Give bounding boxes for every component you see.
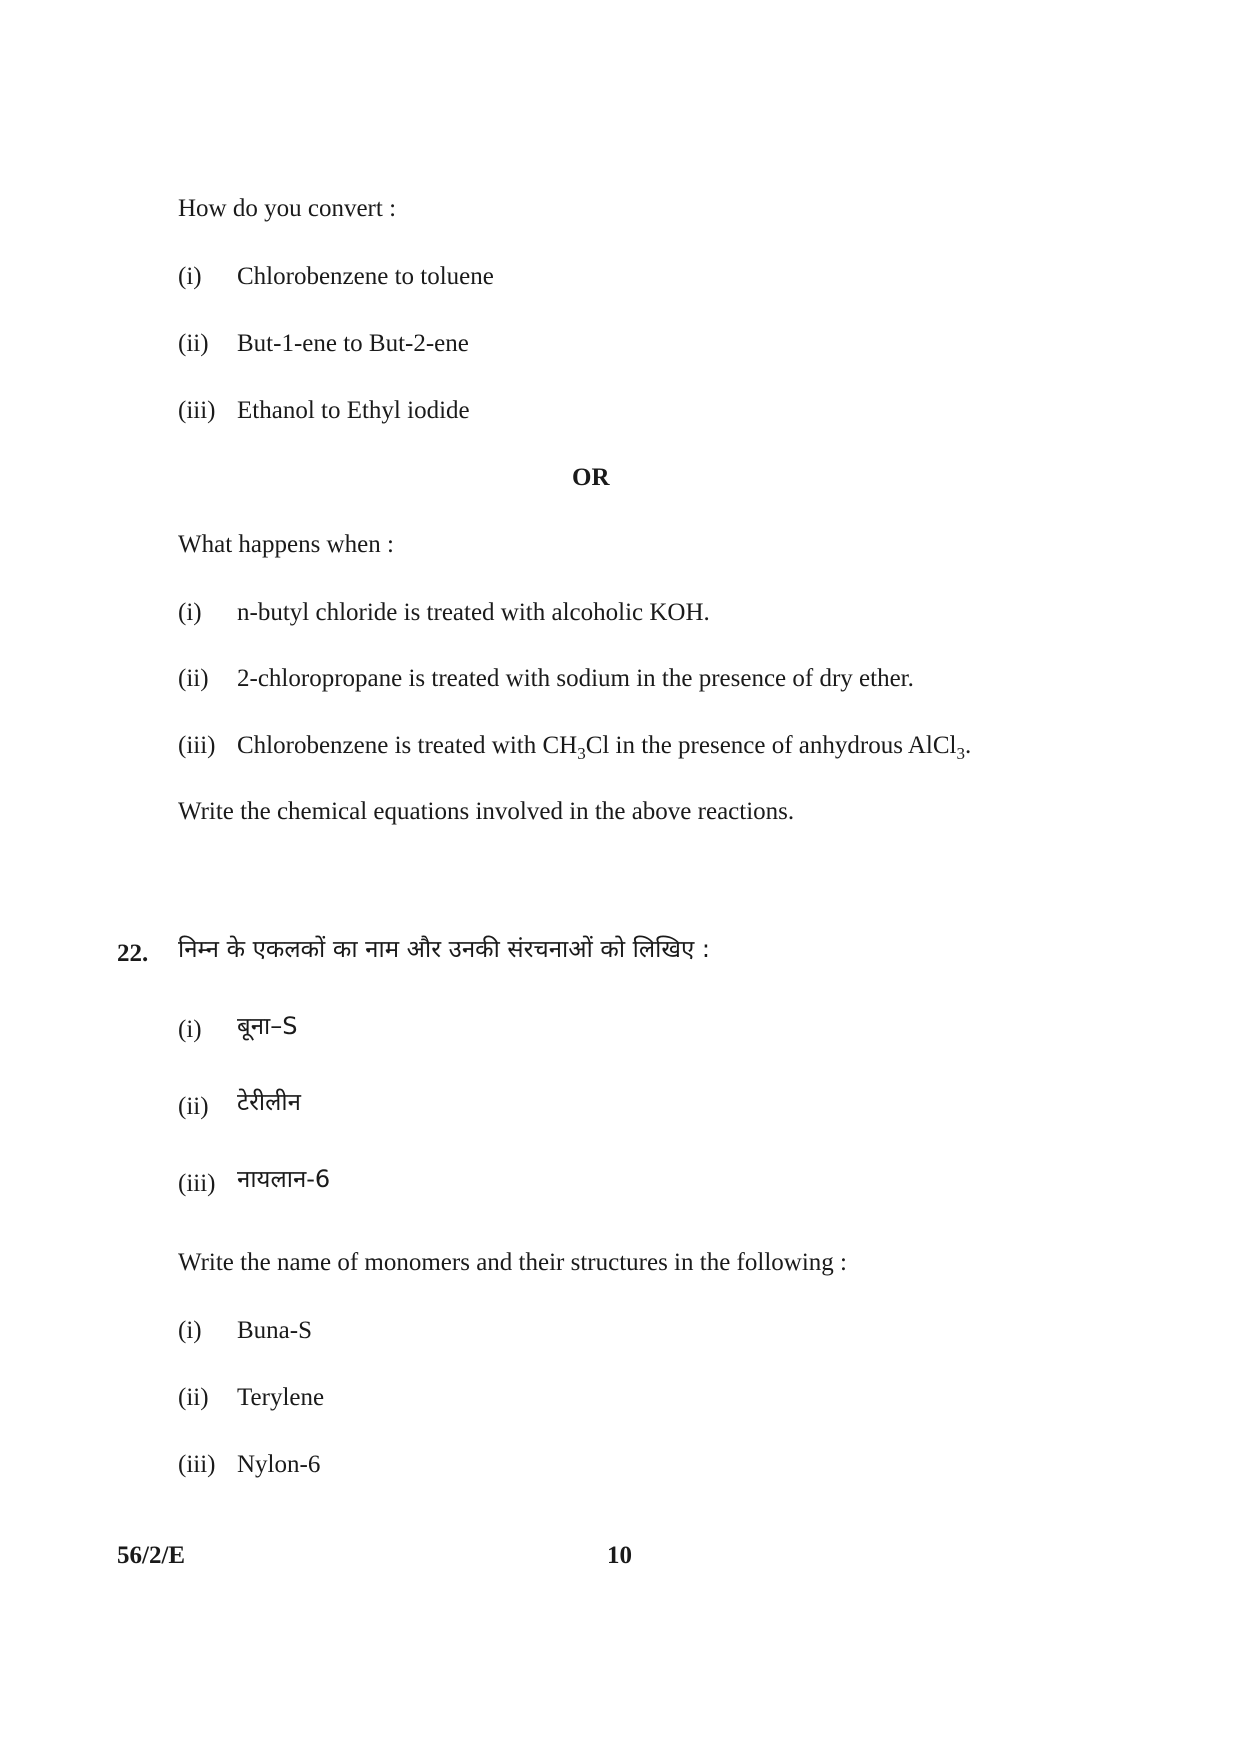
reaction-item-1-text: n-butyl chloride is treated with alcoholic KOH. bbox=[237, 599, 710, 626]
reaction-item-3-number: (iii) bbox=[178, 732, 216, 759]
what-happens-intro: What happens when : bbox=[178, 531, 394, 558]
reaction-item-2-number: (ii) bbox=[178, 665, 209, 692]
hindi-item-1-number: (i) bbox=[178, 1016, 202, 1043]
question-22-english-prompt: Write the name of monomers and their structures in the following : bbox=[178, 1249, 847, 1276]
convert-item-3-number: (iii) bbox=[178, 397, 216, 424]
reaction-item-3-text-part-a: Chlorobenzene is treated with CH bbox=[237, 732, 578, 759]
hindi-item-2-number: (ii) bbox=[178, 1093, 209, 1120]
alcl3-subscript: 3 bbox=[956, 744, 965, 763]
ch3-subscript: 3 bbox=[577, 744, 586, 763]
convert-intro: How do you convert : bbox=[178, 195, 397, 222]
convert-item-2-text: But-1-ene to But-2-ene bbox=[237, 330, 469, 357]
hindi-item-1-text: बूना–S bbox=[237, 1012, 298, 1040]
hindi-item-2-text: टेरीलीन bbox=[237, 1088, 301, 1116]
equations-instruction: Write the chemical equations involved in the above reactions. bbox=[178, 798, 795, 825]
page-number: 10 bbox=[607, 1542, 632, 1569]
english-item-3-text: Nylon-6 bbox=[237, 1451, 321, 1478]
english-item-1-text: Buna-S bbox=[237, 1317, 312, 1344]
convert-item-1-text: Chlorobenzene to toluene bbox=[237, 263, 494, 290]
paper-code: 56/2/E bbox=[117, 1542, 186, 1569]
english-item-2-number: (ii) bbox=[178, 1384, 209, 1411]
english-item-2-text: Terylene bbox=[237, 1384, 325, 1411]
question-22-number: 22. bbox=[117, 940, 149, 967]
reaction-item-3-text bbox=[237, 733, 971, 762]
reaction-item-3-text-part-c: . bbox=[964, 732, 972, 759]
reaction-item-2-text: 2-chloropropane is treated with sodium in the presence of dry ether. bbox=[237, 665, 914, 692]
convert-item-1-number: (i) bbox=[178, 263, 202, 290]
or-separator: OR bbox=[572, 464, 610, 491]
convert-item-2-number: (ii) bbox=[178, 330, 209, 357]
convert-item-3-text: Ethanol to Ethyl iodide bbox=[237, 397, 470, 424]
hindi-item-3-text: नायलान-6 bbox=[237, 1165, 331, 1193]
question-22-hindi-prompt: निम्न के एकलकों का नाम और उनकी संरचनाओं को लिखिए : bbox=[178, 935, 710, 963]
reaction-item-3-text-part-b: Cl in the presence of anhydrous AlCl bbox=[585, 732, 957, 759]
english-item-1-number: (i) bbox=[178, 1317, 202, 1344]
hindi-item-3-number: (iii) bbox=[178, 1170, 216, 1197]
reaction-item-1-number: (i) bbox=[178, 599, 202, 626]
english-item-3-number: (iii) bbox=[178, 1451, 216, 1478]
